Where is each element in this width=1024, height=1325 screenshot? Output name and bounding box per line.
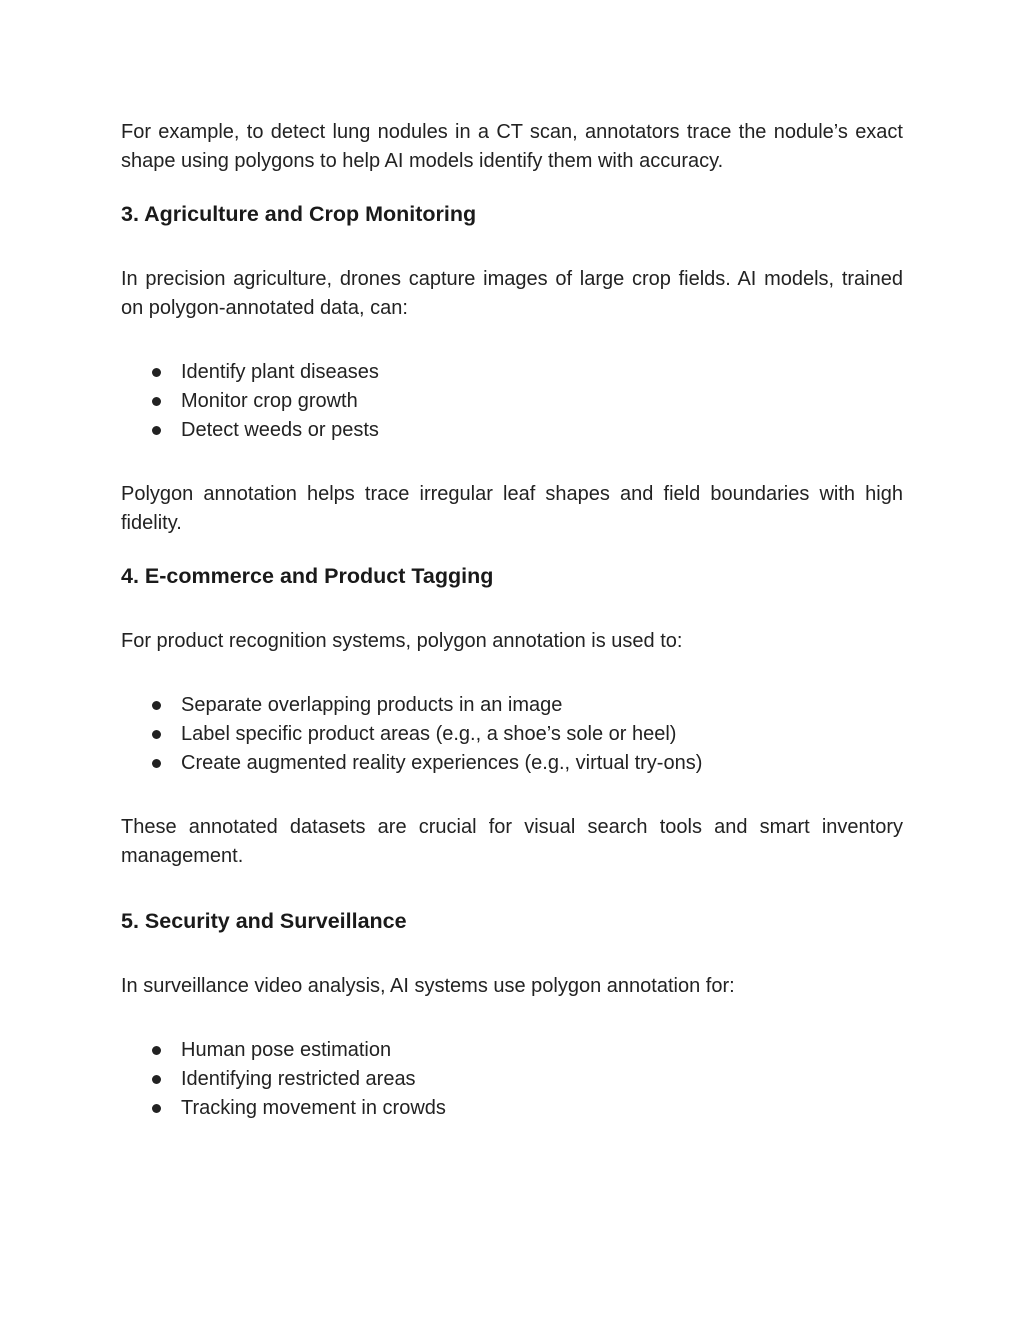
bullet-icon <box>152 1075 161 1084</box>
security-bullet-list <box>121 1036 903 1123</box>
list-item: Tracking movement in crowds <box>121 1094 903 1123</box>
security-lead-paragraph: In surveillance video analysis, AI systems use polygon annotation for: <box>121 975 735 997</box>
list-item: Detect weeds or pests <box>121 416 903 445</box>
list-item: Identify plant diseases <box>121 358 903 387</box>
bullet-icon <box>152 397 161 406</box>
ecommerce-bullet-list <box>121 691 903 778</box>
intro-paragraph: For example, to detect lung nodules in a CT scan, annotators trace the nodule’s exact shape using polygons to help AI models identify them with accuracy. <box>121 121 903 172</box>
bullet-icon <box>152 1046 161 1055</box>
bullet-icon <box>152 1104 161 1113</box>
document-page <box>121 118 903 1123</box>
list-item: Monitor crop growth <box>121 387 903 416</box>
bullet-icon <box>152 368 161 377</box>
section-heading-agriculture: 3. Agriculture and Crop Monitoring <box>121 202 477 226</box>
bullet-icon <box>152 730 161 739</box>
bullet-icon <box>152 701 161 710</box>
list-item: Identifying restricted areas <box>121 1065 903 1094</box>
list-item: Label specific product areas (e.g., a shoe’s sole or heel) <box>121 720 903 749</box>
agriculture-lead-paragraph: In precision agriculture, drones capture images of large crop fields. AI models, trained on polygon-annotated data, can: <box>121 268 903 319</box>
list-item: Separate overlapping products in an image <box>121 691 903 720</box>
bullet-icon <box>152 759 161 768</box>
section-heading-security: 5. Security and Surveillance <box>121 909 407 933</box>
section-heading-ecommerce: 4. E-commerce and Product Tagging <box>121 564 494 588</box>
ecommerce-closing-paragraph: These annotated datasets are crucial for visual search tools and smart inventory management. <box>121 816 903 867</box>
agriculture-closing-paragraph: Polygon annotation helps trace irregular leaf shapes and field boundaries with high fidelity. <box>121 483 903 534</box>
ecommerce-lead-paragraph: For product recognition systems, polygon annotation is used to: <box>121 630 683 652</box>
bullet-icon <box>152 426 161 435</box>
list-item: Human pose estimation <box>121 1036 903 1065</box>
list-item: Create augmented reality experiences (e.g., virtual try-ons) <box>121 749 903 778</box>
agriculture-bullet-list <box>121 358 903 445</box>
